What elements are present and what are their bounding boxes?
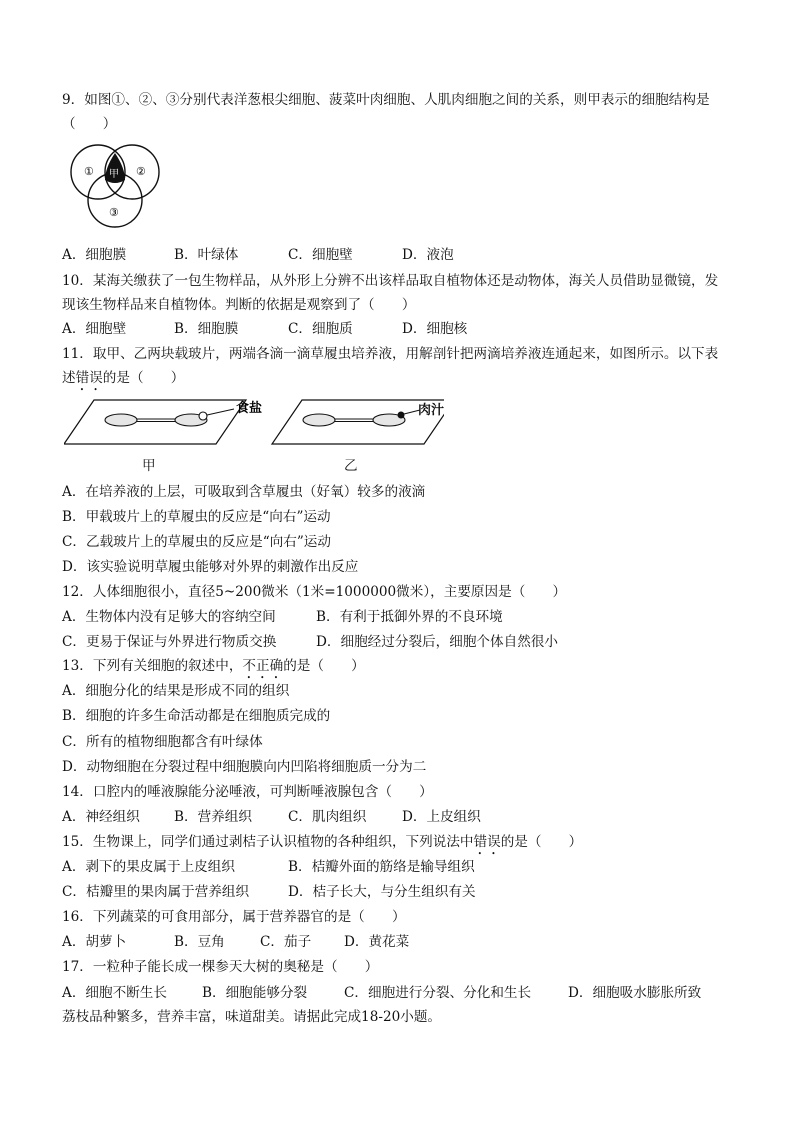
q17-option-d[interactable]: D．细胞吸水膨胀所致 [568, 985, 702, 1001]
q11-stem-line1: 11．取甲、乙两块载玻片，两端各滴一滴草履虫培养液，用解剖针把两滴培养液连通起来，如图所示。以下表 [62, 346, 719, 362]
q13-option-a[interactable]: A．细胞分化的结果是形成不同的组织 [62, 683, 290, 699]
q11-slides-figure [64, 392, 444, 450]
q11-stem-text-a: 述 [62, 370, 76, 386]
q10-stem-line1: 10．某海关缴获了一包生物样品，从外形上分辨不出该样品取自植物体还是动物体，海关人员借助显微镜，发 [62, 273, 719, 289]
q15-stem-text-b: 的是（ ） [500, 834, 583, 850]
q10-option-b[interactable]: B．细胞膜 [174, 321, 239, 337]
q14-option-d[interactable]: D．上皮组织 [402, 809, 481, 825]
q13-emphasis-word: 不正确 [242, 658, 284, 674]
q16-option-c[interactable]: C．茄子 [260, 934, 312, 950]
q10-stem-line2: 现该生物样品来自植物体。判断的依据是观察到了（ ） [62, 297, 416, 313]
q16-option-b[interactable]: B．豆角 [174, 934, 225, 950]
q9-option-b[interactable]: B．叶绿体 [174, 247, 239, 263]
venn-label-center: 甲 [109, 169, 119, 180]
q14-option-b[interactable]: B．营养组织 [174, 809, 252, 825]
q17-stem: 17．一粒种子能长成一棵参天大树的奥秘是（ ） [62, 959, 379, 975]
q10-option-c[interactable]: C．细胞质 [288, 321, 353, 337]
q15-emphasis-word: 错误 [473, 834, 501, 850]
q12-stem: 12．人体细胞很小，直径5~200微米（1米=1000000微米），主要原因是（ ） [62, 584, 567, 600]
q15-stem [62, 832, 582, 858]
q11-option-c[interactable]: C．乙载玻片上的草履虫的反应是“向右”运动 [62, 534, 331, 550]
q13-stem-text-a: 13．下列有关细胞的叙述中， [62, 658, 243, 674]
q9-stem-line1: 9．如图①、②、③分别代表洋葱根尖细胞、菠菜叶肉细胞、人肌肉细胞之间的关系，则甲表示的细胞结构是 [62, 92, 710, 108]
slide-yi-label: 肉汁 [418, 403, 445, 418]
q11-emphasis-word: 错误 [75, 370, 103, 386]
slide-jia-drop-left [105, 414, 137, 426]
q15-stem-text-a: 15．生物课上，同学们通过剥桔子认识植物的各种组织，下列说法中 [62, 834, 474, 850]
q11-option-a[interactable]: A．在培养液的上层，可吸取到含草履虫（好氧）较多的液滴 [62, 484, 426, 500]
q9-venn-diagram [64, 140, 164, 232]
q16-option-a[interactable]: A．胡萝卜 [62, 934, 127, 950]
slide-jia-label: 食盐 [236, 401, 263, 416]
q11-stem-line2 [62, 368, 184, 394]
q17-option-b[interactable]: B．细胞能够分裂 [202, 985, 308, 1001]
q12-option-a[interactable]: A．生物体内没有足够大的容纳空间 [62, 609, 276, 625]
q16-stem: 16．下列蔬菜的可食用部分，属于营养器官的是（ ） [62, 909, 406, 925]
q10-option-a[interactable]: A．细胞壁 [62, 321, 127, 337]
q18-20-intro: 荔枝品种繁多，营养丰富，味道甜美。请据此完成18-20小题。 [62, 1009, 442, 1025]
q11-option-b[interactable]: B．甲载玻片上的草履虫的反应是“向右”运动 [62, 509, 331, 525]
q13-stem [62, 656, 365, 682]
q15-option-a[interactable]: A．剥下的果皮属于上皮组织 [62, 859, 235, 875]
slide-jia-salt-crystal [199, 412, 207, 420]
q15-option-d[interactable]: D．桔子长大，与分生组织有关 [288, 884, 476, 900]
venn-label-3: ③ [109, 206, 119, 219]
venn-label-1: ① [84, 165, 94, 178]
q11-caption-jia: 甲 [142, 458, 156, 474]
q15-option-b[interactable]: B．桔瓣外面的筋络是输导组织 [288, 859, 475, 875]
q13-option-d[interactable]: D．动物细胞在分裂过程中细胞膜向内凹陷将细胞质一分为二 [62, 759, 427, 775]
q17-option-c[interactable]: C．细胞进行分裂、分化和生长 [344, 985, 532, 1001]
q9-option-a[interactable]: A．细胞膜 [62, 247, 127, 263]
q10-option-d[interactable]: D．细胞核 [402, 321, 468, 337]
venn-label-2: ② [136, 165, 146, 178]
q13-stem-text-b: 的是（ ） [283, 658, 365, 674]
q16-option-d[interactable]: D．黄花菜 [344, 934, 410, 950]
q9-stem-line2: （ ） [62, 116, 117, 132]
q14-stem: 14．口腔内的唾液腺能分泌唾液，可判断唾液腺包含（ ） [62, 784, 433, 800]
q12-option-c[interactable]: C．更易于保证与外界进行物质交换 [62, 634, 277, 650]
q9-option-d[interactable]: D．液泡 [402, 247, 454, 263]
slide-jia-pointer [207, 409, 234, 415]
q14-option-a[interactable]: A．神经组织 [62, 809, 140, 825]
q11-caption-yi: 乙 [344, 458, 358, 474]
q13-option-b[interactable]: B．细胞的许多生命活动都是在细胞质完成的 [62, 708, 331, 724]
q12-option-d[interactable]: D．细胞经过分裂后，细胞个体自然很小 [316, 634, 558, 650]
q11-stem-text-b: 的是（ ） [102, 370, 185, 386]
q9-option-c[interactable]: C．细胞壁 [288, 247, 353, 263]
q13-option-c[interactable]: C．所有的植物细胞都含有叶绿体 [62, 734, 263, 750]
q12-option-b[interactable]: B．有利于抵御外界的不良环境 [316, 609, 503, 625]
q14-option-c[interactable]: C．肌肉组织 [288, 809, 367, 825]
q17-option-a[interactable]: A．细胞不断生长 [62, 985, 167, 1001]
q15-option-c[interactable]: C．桔瓣里的果肉属于营养组织 [62, 884, 250, 900]
q11-option-d[interactable]: D．该实验说明草履虫能够对外界的刺激作出反应 [62, 559, 359, 575]
slide-jia [64, 400, 262, 444]
slide-yi-broth-drop [398, 412, 405, 419]
slide-yi-drop-left [303, 414, 335, 426]
